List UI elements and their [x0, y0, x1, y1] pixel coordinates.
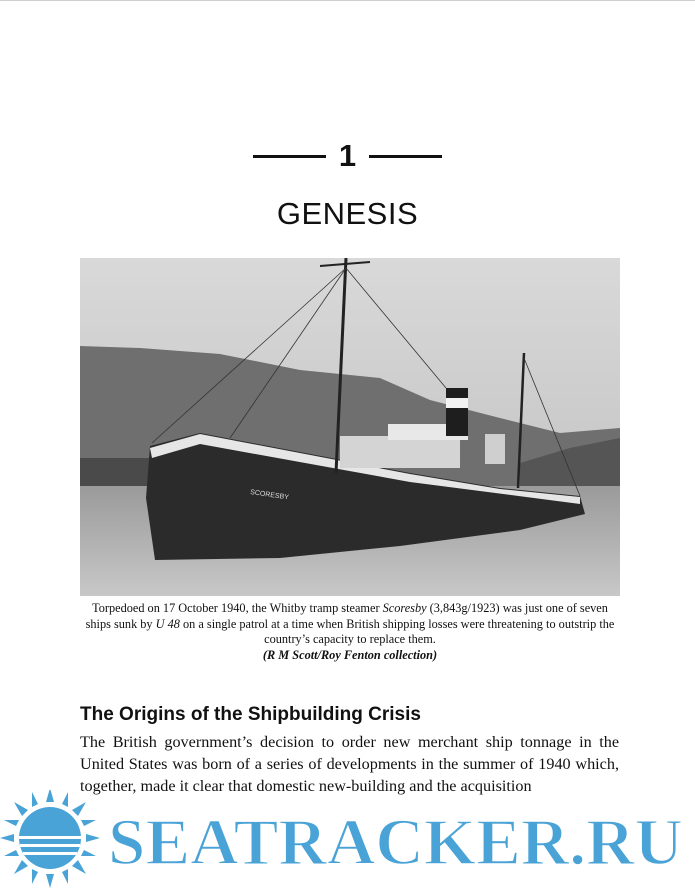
ship-photograph: [80, 258, 620, 596]
watermark: [0, 790, 695, 892]
caption-uboat: U 48: [155, 616, 180, 631]
left-dash: [253, 155, 326, 158]
watermark-text: SEATRACKER.RU: [108, 806, 683, 879]
body-paragraph: The British government’s decision to order new merchant ship tonnage in the United States was born of a series of developments in the summer of 1940 which, together, made it clear that domestic new-building and the acquisition: [80, 733, 619, 795]
section-heading: The Origins of the Shipbuilding Crisis: [80, 704, 421, 725]
chapter-number-block: [0, 136, 695, 176]
caption-credit: (R M Scott/Roy Fenton collection): [262, 647, 438, 662]
shore-buildings: [80, 458, 150, 488]
caption-ship-name: Scoresby: [382, 601, 427, 615]
caption-text-2: (3,843g/1923) was just one of seven ships sunk by: [85, 601, 608, 631]
funnel: [446, 388, 468, 436]
caption-text-3: on a single patrol at a time when British shipping losses were threatening to outstrip the country’s capacity to replace them.: [179, 616, 615, 646]
top-border-rule: [0, 0, 695, 1]
ship-photo-illustration: [80, 258, 620, 596]
caption-text-1: Torpedoed on 17 October 1940, the Whitby tramp steamer: [92, 601, 383, 615]
right-dash: [369, 155, 442, 158]
photo-caption: [80, 601, 620, 663]
chapter-number: 1: [338, 138, 357, 173]
chapter-title: GENESIS: [276, 196, 419, 231]
superstructure: [340, 436, 460, 468]
sun-logo-icon: [0, 790, 100, 888]
hull-name: SCORESBY: [249, 489, 290, 502]
